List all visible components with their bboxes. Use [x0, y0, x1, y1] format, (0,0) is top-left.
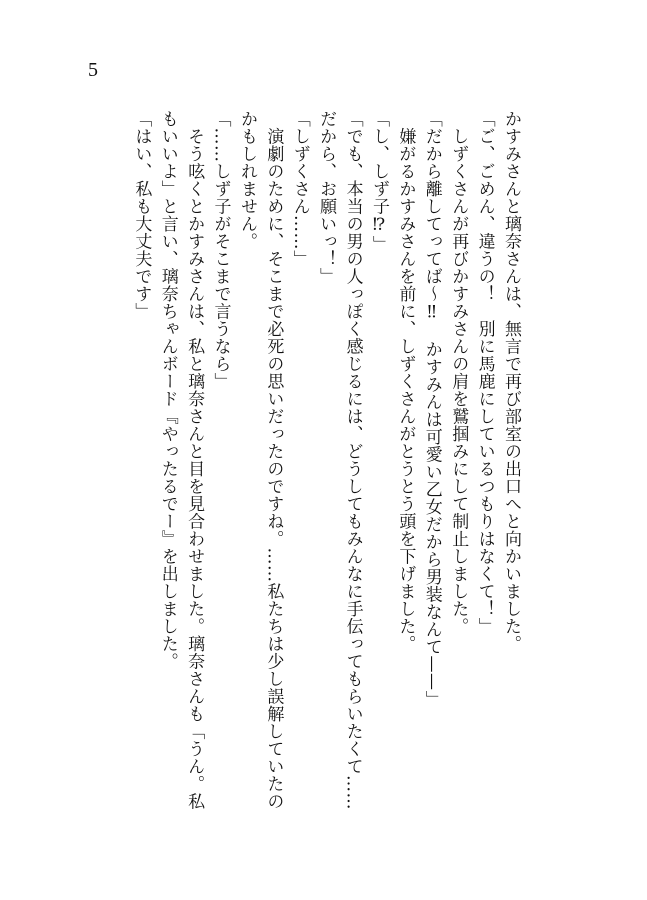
text-line: 「だから離してってば〜‼ かすみんは可愛い乙女だから男装なんて——」 — [421, 110, 442, 708]
text-line: 「はい、私も大丈夫です」 — [131, 110, 152, 320]
text-line: 「……しず子がそこまで言うなら」 — [210, 110, 231, 390]
text-line: だから、お願いっ！」 — [316, 110, 337, 285]
text-line: 「しずくさん……」 — [289, 110, 310, 268]
text-line: 演劇のために、そこまで必死の思いだったのですね。……私たちは少し誤解していたの — [263, 110, 284, 810]
text-line: 嫌がるかすみさんを前に、しずくさんがとうとう頭を下げました。 — [395, 110, 416, 653]
vertical-text-body — [114, 110, 524, 860]
text-line: かもしれません。 — [236, 110, 257, 250]
text-line: 「し、しず子⁉」 — [368, 110, 389, 253]
text-line: しずくさんが再びかすみさんの肩を鷲掴みにして制止しました。 — [448, 110, 469, 635]
text-line: もいいよ」と言い、璃奈ちゃんボード『やったるでー』を出しました。 — [157, 110, 178, 670]
text-line: かすみさんと璃奈さんは、無言で再び部室の出口へと向かいました。 — [501, 110, 521, 653]
page-number: 5 — [88, 59, 98, 81]
text-line: 「ご、ごめん、違うの！ 別に馬鹿にしているつもりはなくて！」 — [474, 110, 495, 635]
text-line: 「でも、本当の男の人っぽく感じるには、どうしてもみんなに手伝ってもらいたくて…… — [342, 110, 363, 810]
text-line: そう呟くとかすみさんは、私と璃奈さんと目を見合わせました。璃奈さんも「うん。私 — [184, 110, 205, 810]
